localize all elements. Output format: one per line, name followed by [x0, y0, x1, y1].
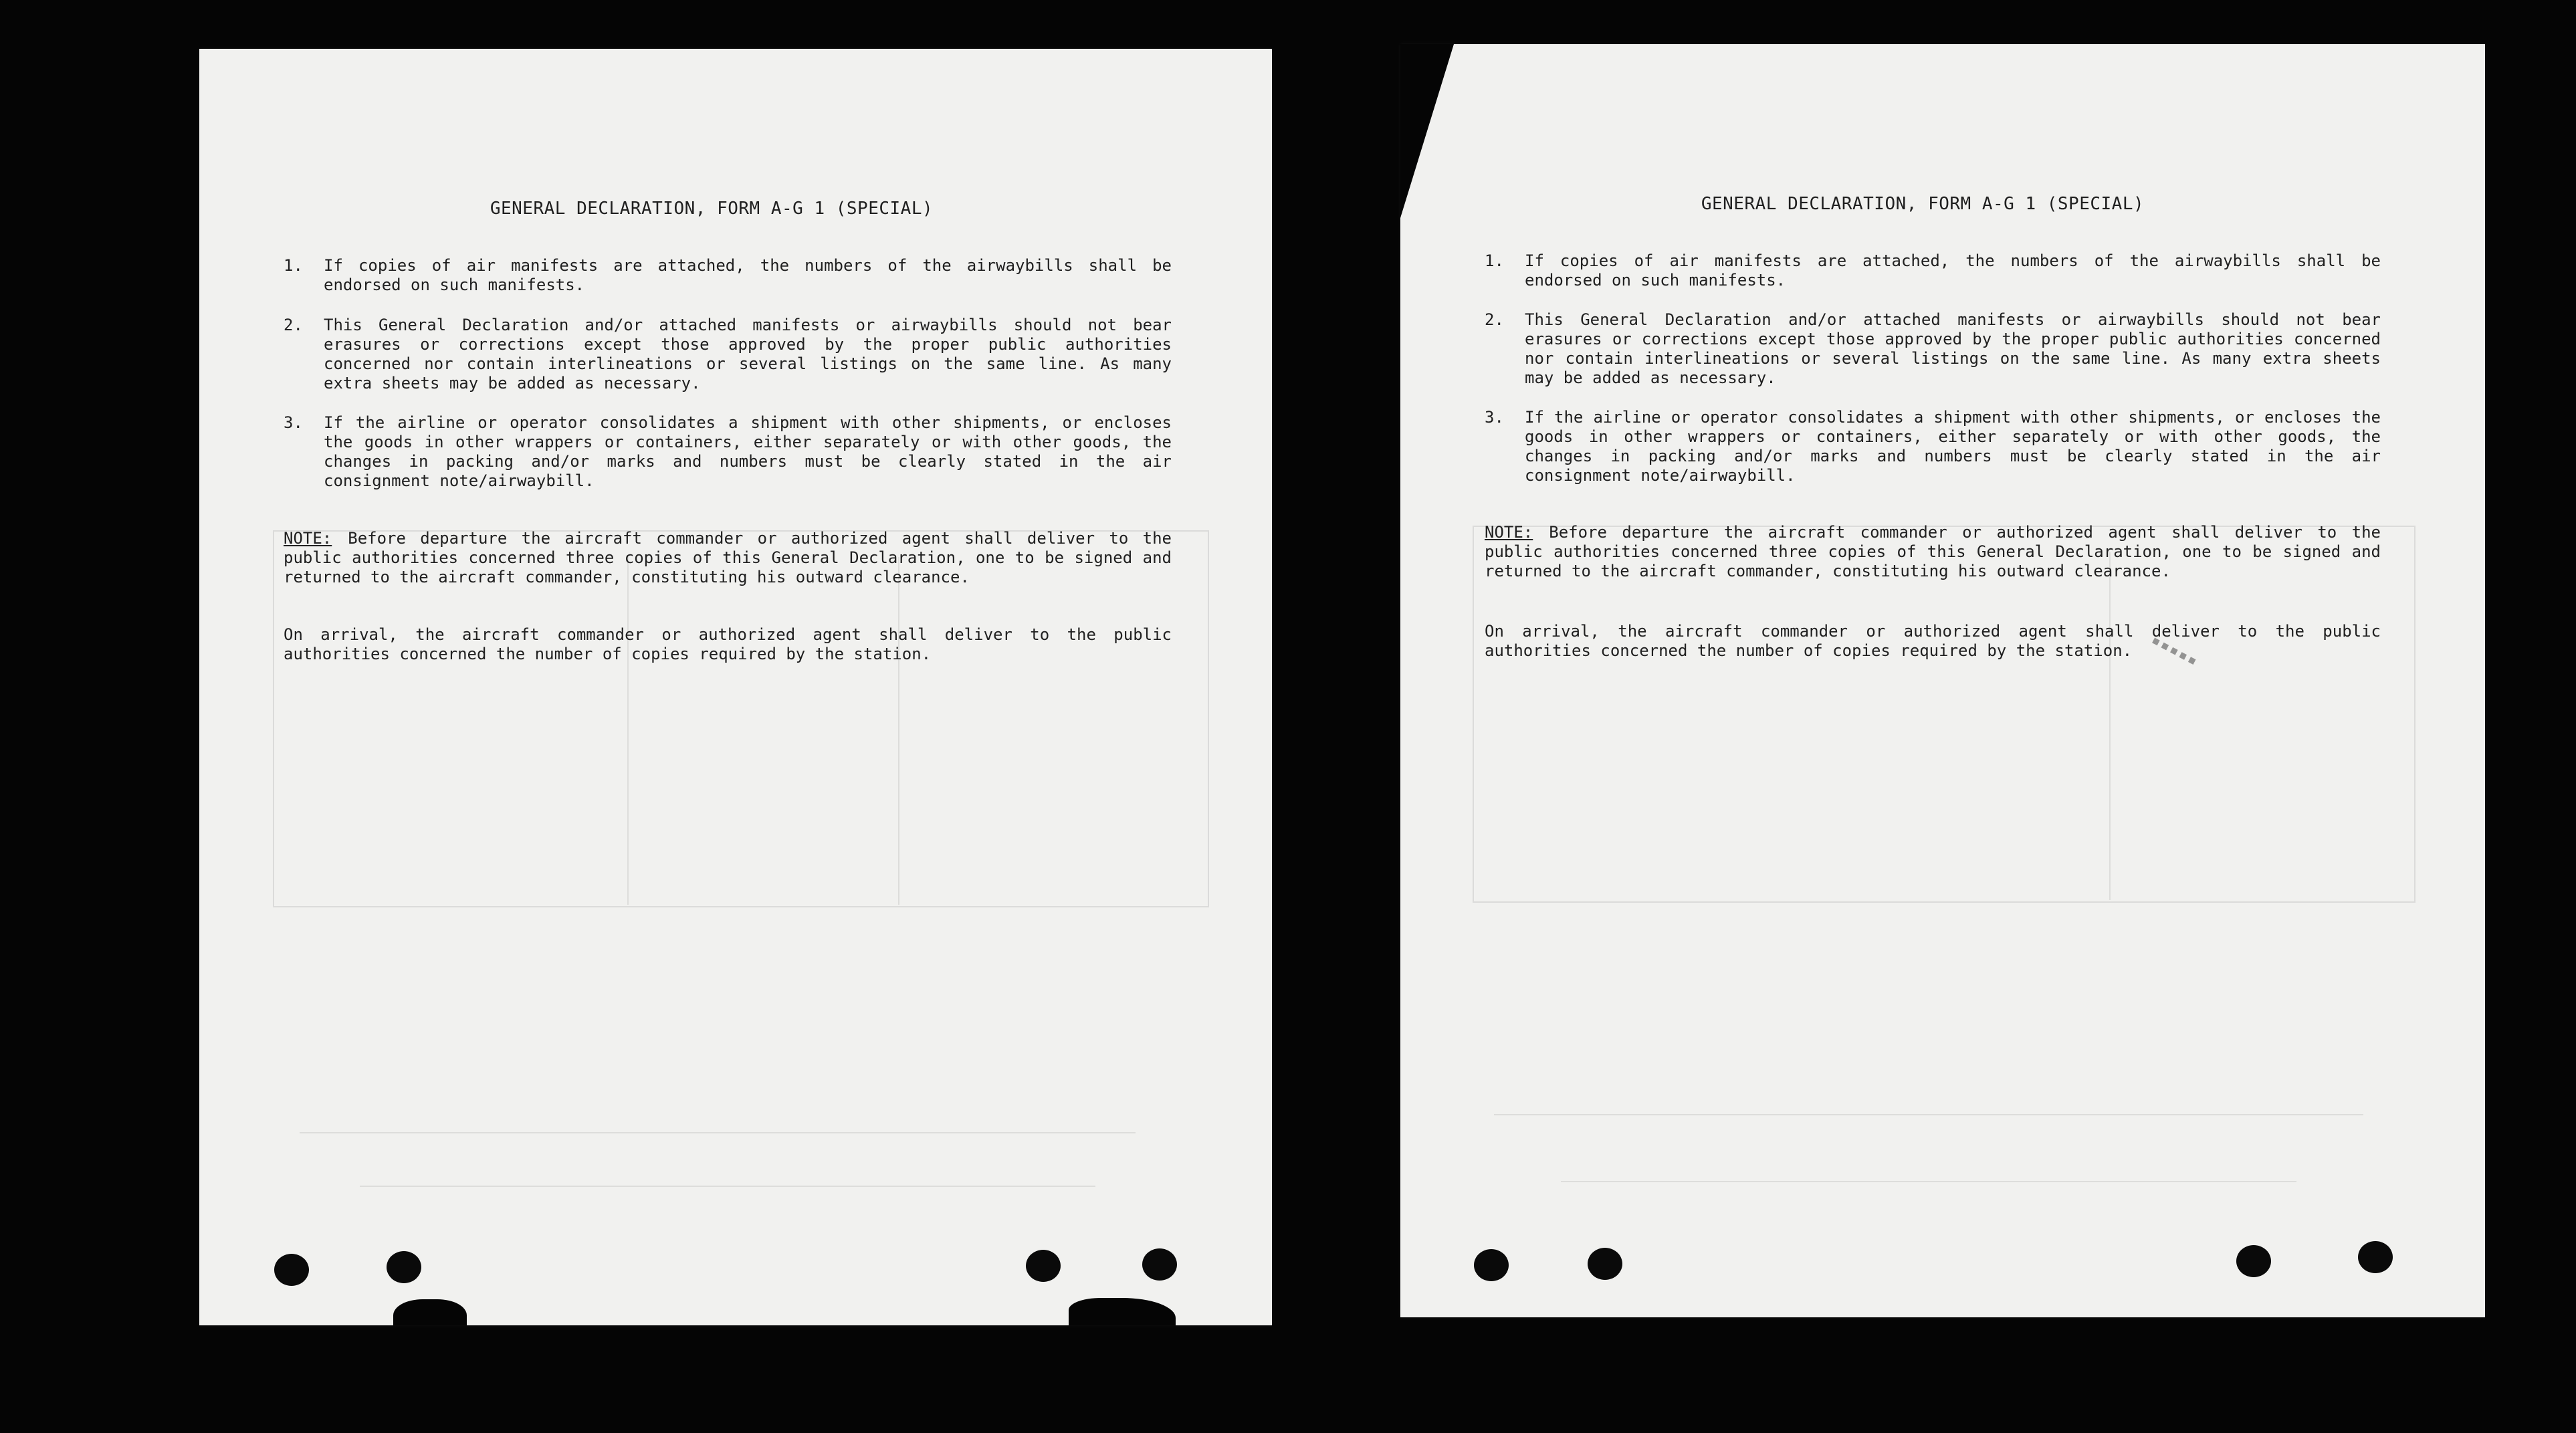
- arrival-text: On arrival, the aircraft commander or authorized agent shall deliver to the public authorities concerned the number of copies required by the station.: [284, 625, 1172, 663]
- note-paragraph: [1485, 523, 2381, 581]
- instruction-item: [284, 256, 1172, 295]
- page-title: GENERAL DECLARATION, FORM A-G 1 (SPECIAL): [1701, 194, 2145, 214]
- item-text: This General Declaration and/or attached manifests or airwaybills should not bear erasures or corrections except those approved by the proper public authorities concerned nor contain interlineations or several listings on the same line. As many extra sheets may be added as necessary.: [1525, 310, 2381, 387]
- note-text: Before departure the aircraft commander or authorized agent shall deliver to the public authorities concerned three copies of this General Declaration, one to be signed and returned to the aircraft commander, constituting his outward clearance.: [284, 529, 1172, 586]
- instruction-item: [1485, 408, 2381, 485]
- punch-hole: [1142, 1248, 1177, 1281]
- item-text: If the airline or operator consolidates a shipment with other shipments, or encloses the goods in other wrappers or containers, either separately or with other goods, the changes in packing and/or marks and numbers must be clearly stated in the air consignment note/airwaybill.: [324, 413, 1172, 490]
- page-content: [1400, 44, 2485, 1317]
- arrival-paragraph: [1485, 622, 2381, 661]
- instruction-item: [284, 413, 1172, 491]
- item-text: This General Declaration and/or attached manifests or airwaybills should not bear erasures or corrections except those approved by the proper public authorities concerned nor contain interlineations or several listings on the same line. As many extra sheets may be added as necessary.: [324, 316, 1172, 393]
- item-number: 1.: [1485, 251, 1504, 270]
- note-text: Before departure the aircraft commander or authorized agent shall deliver to the public authorities concerned three copies of this General Declaration, one to be signed and returned to the aircraft commander, constituting his outward clearance.: [1485, 523, 2381, 580]
- item-number: 2.: [284, 316, 303, 334]
- item-text: If copies of air manifests are attached, the numbers of the airwaybills shall be endorsed on such manifests.: [1525, 251, 2381, 290]
- arrival-text: On arrival, the aircraft commander or authorized agent shall deliver to the public authorities concerned the number of copies required by the station.: [1485, 622, 2381, 660]
- note-label: NOTE:: [1485, 523, 1533, 542]
- instruction-item: [1485, 310, 2381, 388]
- item-number: 3.: [284, 413, 303, 432]
- item-number: 3.: [1485, 408, 1504, 427]
- torn-edge: [393, 1299, 467, 1325]
- page-title: GENERAL DECLARATION, FORM A-G 1 (SPECIAL): [490, 199, 934, 219]
- punch-hole: [274, 1254, 309, 1286]
- document-page-left: [199, 49, 1272, 1325]
- ink-stamp-mark: ▪▪▪▪▪: [2148, 631, 2202, 671]
- punch-hole: [2358, 1241, 2393, 1273]
- item-number: 2.: [1485, 310, 1504, 329]
- instruction-item: [284, 316, 1172, 393]
- punch-hole: [2236, 1245, 2271, 1277]
- punch-hole: [1588, 1248, 1622, 1280]
- note-label: NOTE:: [284, 529, 332, 548]
- arrival-paragraph: [284, 625, 1172, 664]
- item-number: 1.: [284, 256, 303, 275]
- item-text: If the airline or operator consolidates a shipment with other shipments, or encloses the goods in other wrappers or containers, either separately or with other goods, the changes in packing and/or marks and numbers must be clearly stated in the air consignment note/airwaybill.: [1525, 408, 2381, 485]
- note-paragraph: [284, 529, 1172, 587]
- instruction-item: [1485, 251, 2381, 290]
- punch-hole: [1026, 1250, 1061, 1282]
- page-content: [199, 49, 1272, 1325]
- punch-hole: [387, 1251, 421, 1283]
- punch-hole: [1474, 1249, 1509, 1281]
- document-page-right: [1400, 44, 2485, 1317]
- item-text: If copies of air manifests are attached, the numbers of the airwaybills shall be endorsed on such manifests.: [324, 256, 1172, 294]
